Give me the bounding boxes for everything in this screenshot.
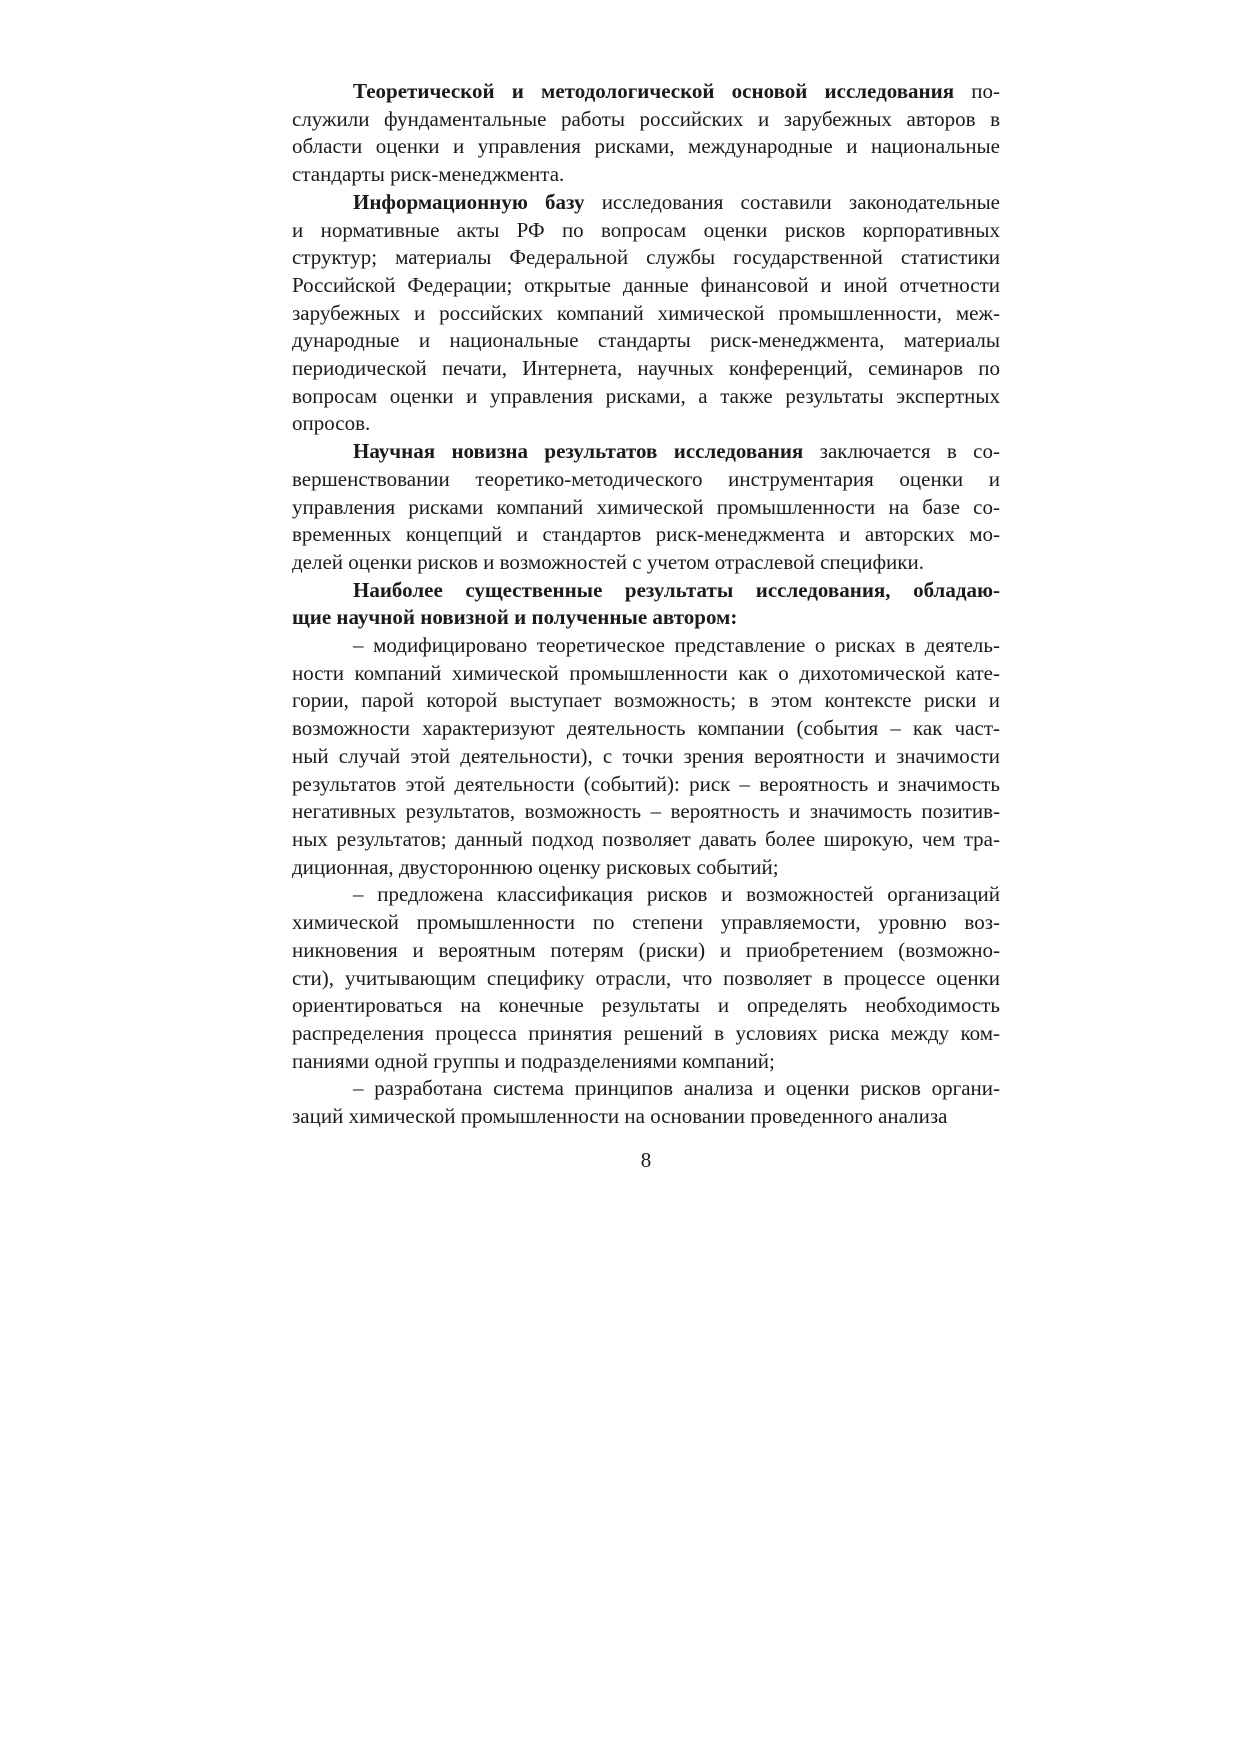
text-line [292, 521, 1000, 549]
text-run: по- [954, 79, 1000, 103]
bold-text-run: щие научной новизной и полученные автором: [292, 605, 738, 630]
text-run: гории, парой которой выступает возможность; в этом контексте риски и [292, 688, 1000, 713]
text-line [292, 189, 1000, 217]
text-line [292, 937, 1000, 965]
text-run: опросов. [292, 411, 371, 436]
text-body [292, 78, 1000, 1131]
text-line [292, 383, 1000, 411]
text-line [292, 161, 1000, 189]
text-line [292, 327, 1000, 355]
text-line [292, 965, 1000, 993]
text-run: зарубежных и российских компаний химической промышленности, меж- [292, 300, 1000, 325]
text-run: химической промышленности по степени управляемости, уровню воз- [292, 910, 1000, 935]
text-line [292, 854, 1000, 882]
text-line [292, 771, 1000, 799]
text-run: – модифицировано теоретическое представление о рисках в деятель- [353, 633, 1000, 658]
text-run: и нормативные акты РФ по вопросам оценки рисков корпоративных [292, 217, 1000, 242]
text-run: заключается в со- [803, 439, 1000, 464]
text-run: служили фундаментальные работы российских и зарубежных авторов в [292, 106, 1000, 131]
text-run: возможности характеризуют деятельность компании (события – как част- [292, 716, 1000, 741]
text-line [292, 494, 1000, 522]
bold-text-run: Теоретической и методологической основой исследования [353, 79, 955, 103]
text-line [292, 687, 1000, 715]
text-run: временных концепций и стандартов риск-менеджмента и авторских мо- [292, 522, 1000, 547]
text-line [292, 577, 1000, 605]
text-line [292, 217, 1000, 245]
page-number: 8 [640, 1148, 652, 1172]
text-run: никновения и вероятным потерям (риски) и приобретением (возможно- [292, 937, 1000, 962]
bold-text-run: Информационную базу [353, 189, 585, 214]
text-line [292, 604, 1000, 632]
paragraph-result-item-3 [292, 1075, 1000, 1130]
text-line [292, 106, 1000, 134]
text-line [292, 909, 1000, 937]
text-line [292, 78, 1000, 106]
text-line [292, 410, 1000, 438]
text-line [292, 660, 1000, 688]
text-run: области оценки и управления рисками, международные и национальные [292, 134, 1000, 159]
text-run: – предложена классификация рисков и возможностей организаций [353, 882, 1000, 907]
bold-text-run: Наиболее существенные результаты исследования, обладаю- [353, 577, 1000, 602]
text-line [292, 355, 1000, 383]
text-run: результатов этой деятельности (событий): риск – вероятность и значимость [292, 771, 1000, 796]
text-run: вершенствовании теоретико-методического инструментария оценки и [292, 466, 1000, 491]
text-run: вопросам оценки и управления рисками, а также результаты экспертных [292, 383, 1000, 408]
text-run: дународные и национальные стандарты риск-менеджмента, материалы [292, 328, 1000, 353]
text-line [292, 1020, 1000, 1048]
text-line [292, 632, 1000, 660]
text-line [292, 466, 1000, 494]
paragraph-result-item-1 [292, 632, 1000, 881]
text-run: ориентироваться на конечные результаты и определять необходимость [292, 993, 1000, 1018]
text-line [292, 549, 1000, 577]
text-run: ный случай этой деятельности), с точки зрения вероятности и значимости [292, 743, 1000, 768]
bold-text-run: Научная новизна результатов исследования [353, 439, 804, 464]
text-run: ных результатов; данный подход позволяет давать более широкую, чем тра- [292, 826, 1000, 851]
text-run: заций химической промышленности на основании проведенного анализа [292, 1104, 948, 1129]
text-line [292, 272, 1000, 300]
text-run: негативных результатов, возможность – вероятность и значимость позитив- [292, 799, 1000, 824]
text-run: сти), учитывающим специфику отрасли, что позволяет в процессе оценки [292, 965, 1000, 990]
text-run: Российской Федерации; открытые данные финансовой и иной отчетности [292, 272, 1000, 297]
paragraph-information-base [292, 189, 1000, 438]
text-run: структур; материалы Федеральной службы государственной статистики [292, 245, 1000, 270]
text-line [292, 826, 1000, 854]
paragraph-result-item-2 [292, 881, 1000, 1075]
paragraph-most-significant-results-heading [292, 577, 1000, 632]
text-run: управления рисками компаний химической промышленности на базе со- [292, 494, 1000, 519]
text-run: – разработана система принципов анализа и оценки рисков органи- [353, 1076, 1000, 1101]
text-line [292, 743, 1000, 771]
text-run: распределения процесса принятия решений в условиях риска между ком- [292, 1020, 1000, 1045]
text-line [292, 300, 1000, 328]
text-run: ности компаний химической промышленности как о дихотомической кате- [292, 660, 1000, 685]
text-line [292, 133, 1000, 161]
text-run: делей оценки рисков и возможностей с учетом отраслевой специфики. [292, 549, 924, 574]
text-line [292, 244, 1000, 272]
text-line [292, 1048, 1000, 1076]
text-line [292, 438, 1000, 466]
text-run: стандарты риск-менеджмента. [292, 162, 565, 187]
text-line [292, 992, 1000, 1020]
text-line [292, 1103, 1000, 1131]
text-line [292, 798, 1000, 826]
text-line [292, 1075, 1000, 1103]
text-line [292, 715, 1000, 743]
text-line [292, 881, 1000, 909]
paragraph-scientific-novelty [292, 438, 1000, 577]
text-run: диционная, двустороннюю оценку рисковых событий; [292, 854, 779, 879]
text-run: периодической печати, Интернета, научных конференций, семинаров по [292, 356, 1000, 381]
text-run: паниями одной группы и подразделениями компаний; [292, 1048, 775, 1073]
paragraph-theoretical-basis [292, 78, 1000, 189]
text-run: исследования составили законодательные [584, 189, 1000, 214]
